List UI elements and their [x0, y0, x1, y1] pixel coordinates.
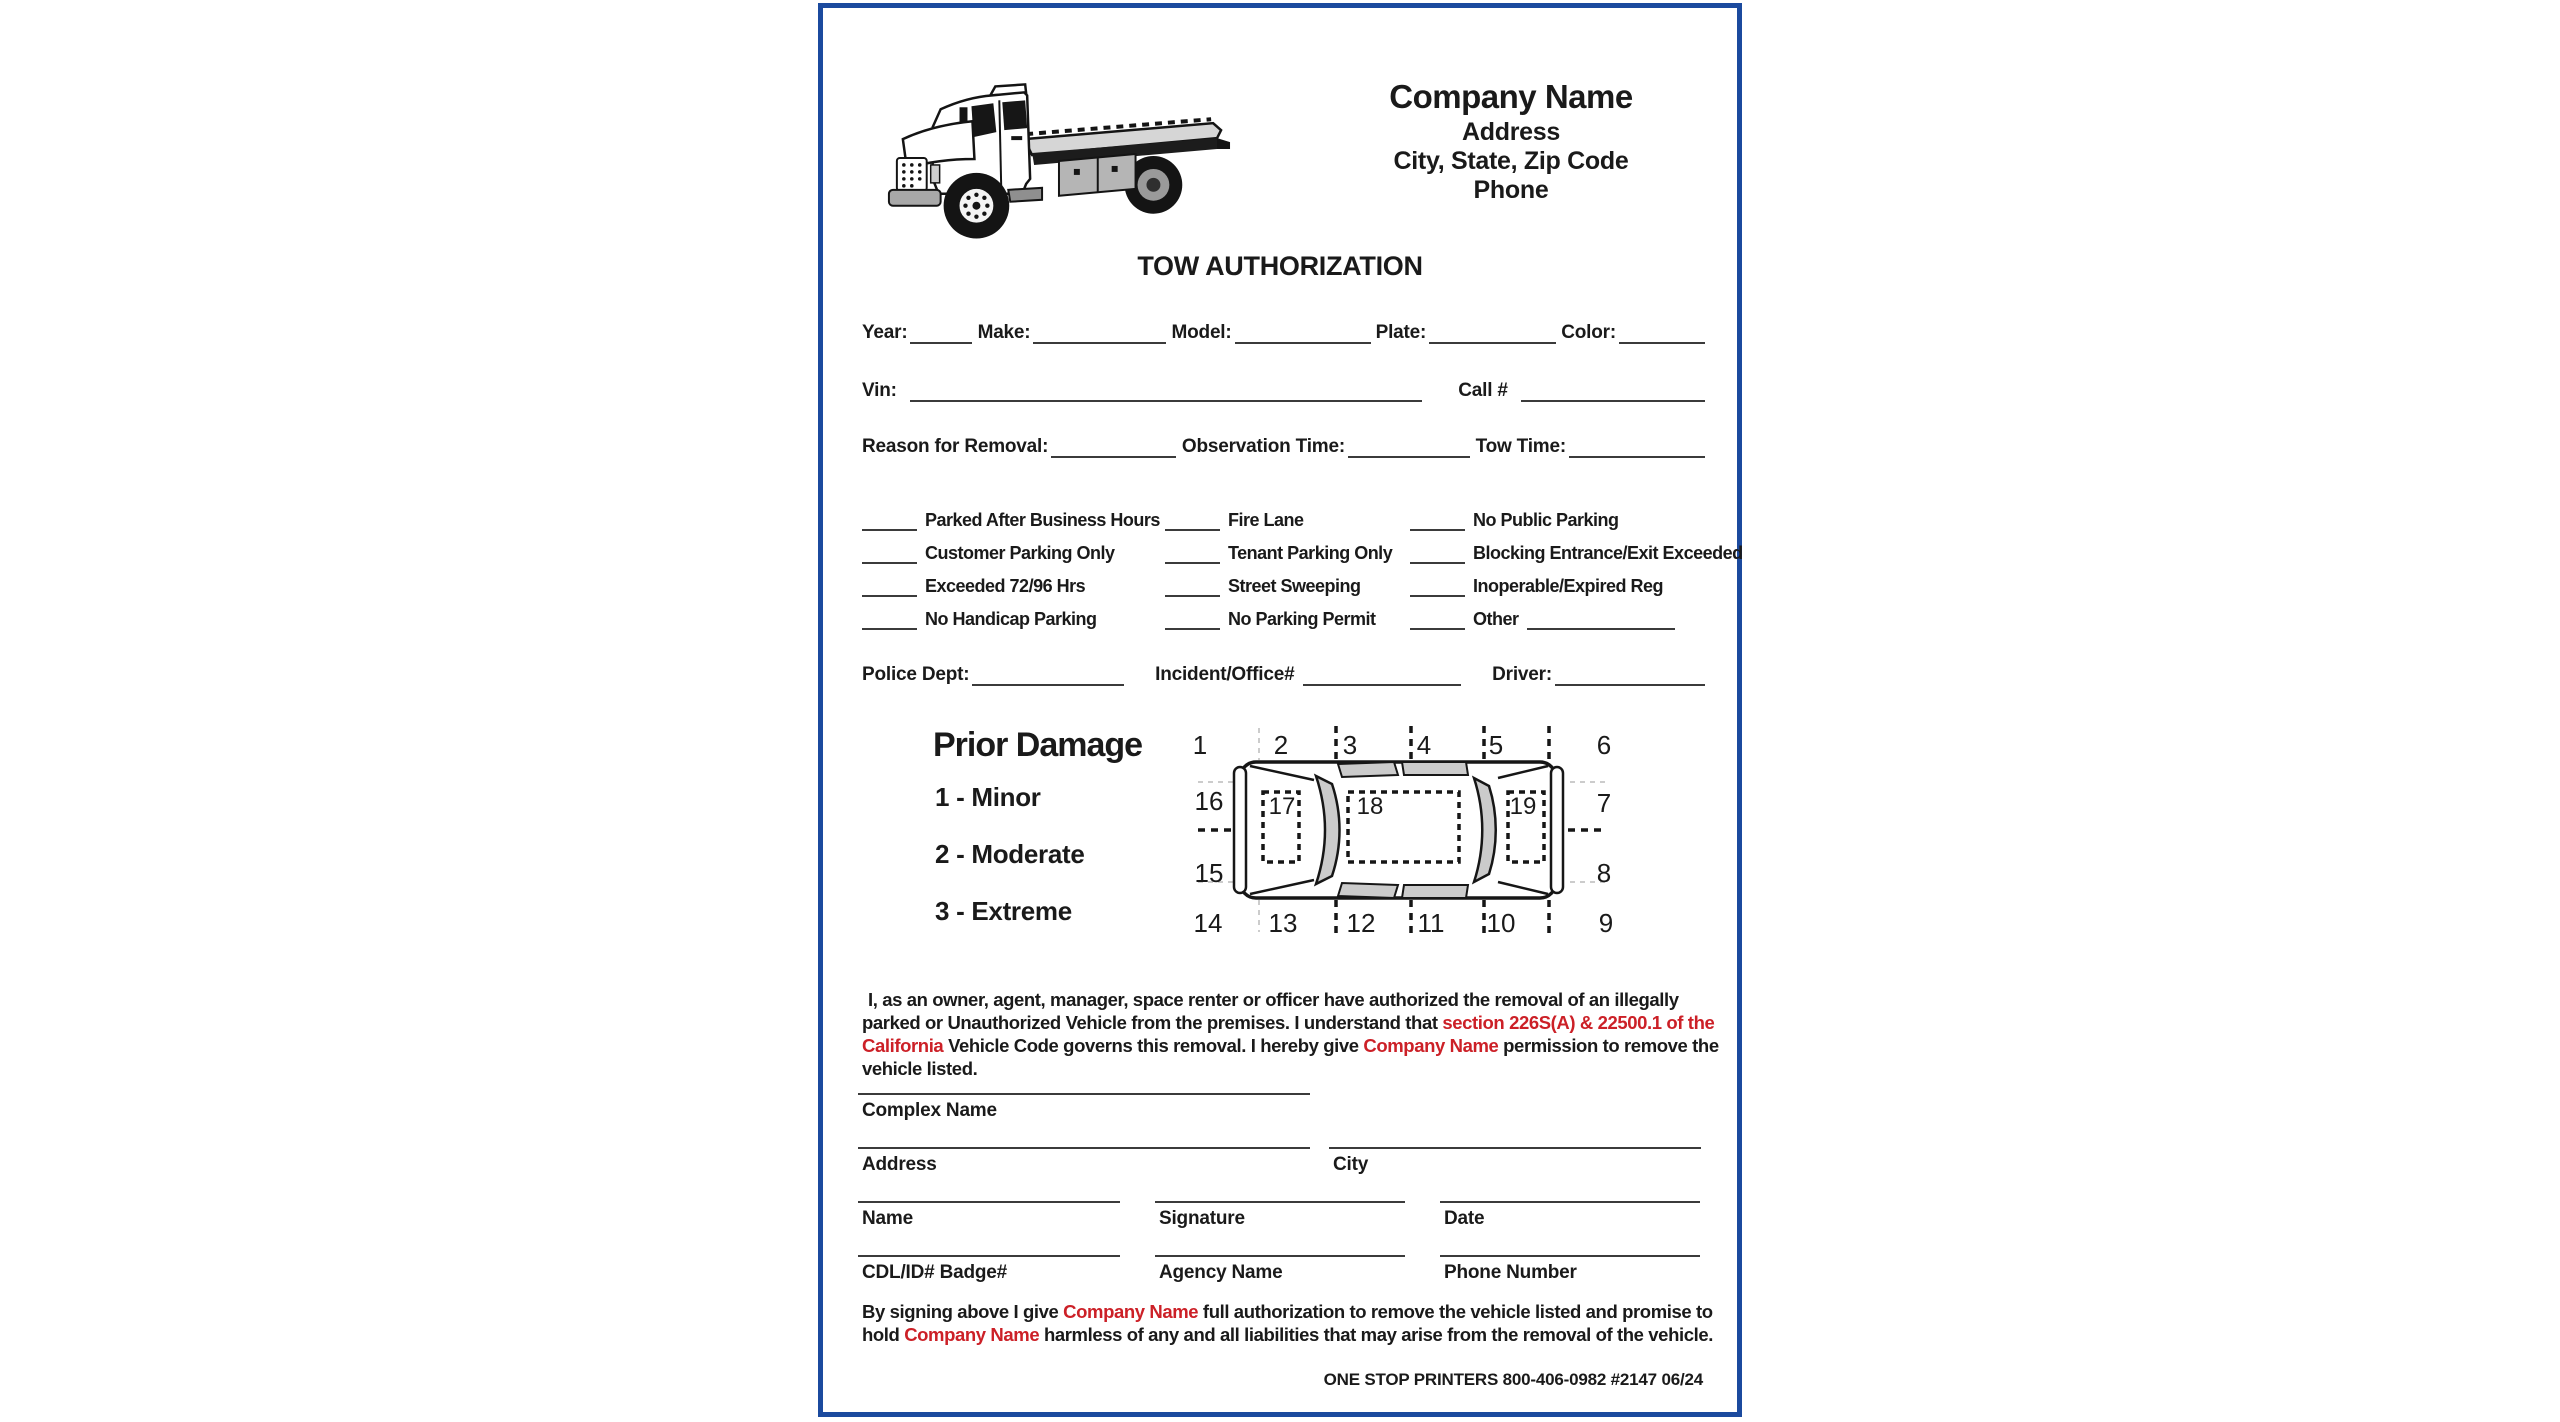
phone-number-label: Phone Number — [1444, 1262, 1577, 1283]
company-city-state-zip: City, State, Zip Code — [1393, 147, 1629, 175]
reason-label: Fire Lane — [1228, 510, 1304, 530]
tow-truck-illustration — [875, 60, 1233, 256]
damage-level-moderate: 2 - Moderate — [935, 839, 1085, 869]
reason-label: Other — [1473, 609, 1519, 629]
zone-number: 19 — [1509, 793, 1537, 820]
year-field[interactable] — [910, 327, 972, 344]
agency-name-label: Agency Name — [1159, 1262, 1283, 1283]
tow-time-field[interactable] — [1569, 441, 1705, 458]
release-text: By signing above I give — [862, 1301, 1064, 1322]
reason-blank[interactable] — [1410, 581, 1465, 597]
reason-blank[interactable] — [862, 581, 917, 597]
reason-label: Blocking Entrance/Exit Exceeded — [1473, 543, 1743, 563]
release-paragraph — [862, 1300, 1722, 1346]
zone-number: 18 — [1356, 793, 1384, 820]
date-field[interactable] — [1440, 1201, 1700, 1203]
reason-item — [862, 510, 1165, 531]
company-name-reference: Company Name — [904, 1324, 1040, 1345]
vehicle-code-citation: section 226S(A) & 22500.1 of the California — [862, 1012, 1715, 1056]
zone-number: 15 — [1194, 858, 1224, 888]
vin-field[interactable] — [910, 385, 1422, 402]
removal-reason-checklist — [862, 498, 1743, 630]
reason-label: Customer Parking Only — [925, 543, 1115, 563]
observation-time-field[interactable] — [1348, 441, 1470, 458]
reason-blank[interactable] — [1410, 548, 1465, 564]
city-field[interactable] — [1329, 1147, 1701, 1149]
signature-label: Signature — [1159, 1208, 1245, 1229]
rear-bumper — [1551, 767, 1563, 893]
zone-number: 12 — [1346, 908, 1376, 938]
incident-office-label: Incident/Office# — [1155, 664, 1295, 685]
release-text: full authorization to remove the vehicle listed and promise to hold — [862, 1301, 1713, 1345]
reason-item — [1165, 510, 1410, 531]
driver-field[interactable] — [1555, 669, 1705, 686]
vehicle-row-3 — [862, 436, 1705, 458]
damage-level-extreme: 3 - Extreme — [935, 896, 1072, 926]
company-address: Address — [1462, 118, 1560, 146]
reason-blank[interactable] — [1165, 614, 1220, 630]
zone-number: 16 — [1194, 786, 1224, 816]
authorization-paragraph — [862, 988, 1722, 1080]
reason-item — [1165, 609, 1410, 630]
zone-number: 9 — [1598, 908, 1614, 938]
zone-number: 14 — [1193, 908, 1223, 938]
prior-damage-title: Prior Damage — [933, 726, 1143, 764]
cdl-id-badge-label: CDL/ID# Badge# — [862, 1262, 1008, 1283]
company-name-reference: Company Name — [1363, 1035, 1499, 1056]
reason-item — [1165, 543, 1410, 564]
driver-label: Driver: — [1492, 664, 1552, 685]
make-field[interactable] — [1033, 327, 1166, 344]
call-number-field[interactable] — [1521, 385, 1705, 402]
zone-number: 2 — [1273, 730, 1289, 760]
authorization-text: permission to remove the vehicle listed. — [862, 1035, 1719, 1079]
reason-label: Tenant Parking Only — [1228, 543, 1393, 563]
address-label: Address — [862, 1154, 937, 1175]
zone-number: 7 — [1596, 788, 1612, 818]
zone-number: 3 — [1342, 730, 1358, 760]
reason-label: No Handicap Parking — [925, 609, 1097, 629]
color-field[interactable] — [1619, 327, 1705, 344]
plate-label: Plate: — [1375, 322, 1427, 343]
company-header — [1321, 76, 1701, 205]
zone-number: 13 — [1268, 908, 1298, 938]
reason-item — [1410, 543, 1743, 564]
reason-blank[interactable] — [1165, 548, 1220, 564]
authorization-text: I, as an owner, agent, manager, space renter or officer have authorized the removal of an illegally parked or Unauthorized Vehicle from the premises. I understand that — [862, 989, 1679, 1033]
authorization-text: Vehicle Code governs this removal. I hereby give — [943, 1035, 1364, 1056]
model-field[interactable] — [1235, 327, 1371, 344]
reason-field[interactable] — [1051, 441, 1176, 458]
zone-number: 1 — [1192, 730, 1208, 760]
observation-time-label: Observation Time: — [1181, 436, 1345, 457]
cdl-id-badge-field[interactable] — [858, 1255, 1120, 1257]
address-field[interactable] — [858, 1147, 1310, 1149]
reason-label: Inoperable/Expired Reg — [1473, 576, 1664, 596]
reason-item — [1410, 576, 1743, 597]
tow-time-label: Tow Time: — [1475, 436, 1566, 457]
color-label: Color: — [1561, 322, 1616, 343]
vehicle-row-1 — [862, 322, 1705, 344]
reason-blank[interactable] — [1410, 515, 1465, 531]
make-label: Make: — [977, 322, 1031, 343]
reason-blank[interactable] — [1410, 614, 1465, 630]
reason-blank[interactable] — [862, 548, 917, 564]
zone-number: 11 — [1417, 908, 1445, 938]
company-phone: Phone — [1473, 176, 1549, 204]
company-name: Company Name — [1389, 78, 1633, 115]
police-dept-label: Police Dept: — [862, 664, 970, 685]
zone-number: 8 — [1596, 858, 1612, 888]
car-body — [1240, 762, 1556, 898]
reason-item — [1410, 510, 1743, 531]
model-label: Model: — [1171, 322, 1232, 343]
signature-field[interactable] — [1155, 1201, 1405, 1203]
call-number-label: Call # — [1458, 380, 1508, 401]
incident-office-field[interactable] — [1303, 669, 1461, 686]
form-title: TOW AUTHORIZATION — [1137, 251, 1423, 281]
date-label: Date — [1444, 1208, 1485, 1229]
reason-blank[interactable] — [862, 614, 917, 630]
zone-number: 5 — [1488, 730, 1504, 760]
phone-number-field[interactable] — [1440, 1255, 1700, 1257]
zone-number: 4 — [1416, 730, 1432, 760]
zone-number: 10 — [1486, 908, 1516, 938]
police-row — [862, 664, 1705, 686]
reason-item — [862, 576, 1165, 597]
city-label: City — [1333, 1154, 1369, 1175]
complex-name-label: Complex Name — [862, 1100, 997, 1121]
other-field[interactable] — [1527, 614, 1675, 630]
damage-level-minor: 1 - Minor — [935, 782, 1041, 812]
reason-item — [1165, 576, 1410, 597]
police-dept-field[interactable] — [972, 669, 1124, 686]
reason-label: No Parking Permit — [1228, 609, 1376, 629]
name-field[interactable] — [858, 1201, 1120, 1203]
agency-name-field[interactable] — [1155, 1255, 1405, 1257]
zone-number: 6 — [1596, 730, 1612, 760]
front-bumper — [1234, 767, 1246, 893]
reason-label: Reason for Removal: — [862, 436, 1049, 457]
tow-authorization-form — [818, 3, 1742, 1417]
reason-item-other — [1410, 609, 1743, 630]
reason-blank[interactable] — [862, 515, 917, 531]
reason-blank[interactable] — [1165, 515, 1220, 531]
reason-label: Street Sweeping — [1228, 576, 1361, 596]
reason-item — [862, 609, 1165, 630]
year-label: Year: — [862, 322, 908, 343]
zone-number: 17 — [1268, 793, 1296, 820]
reason-blank[interactable] — [1165, 581, 1220, 597]
vin-label: Vin: — [862, 380, 897, 401]
reason-label: Exceeded 72/96 Hrs — [925, 576, 1086, 596]
complex-name-field[interactable] — [858, 1093, 1310, 1095]
vehicle-row-2 — [862, 380, 1705, 402]
reason-label: No Public Parking — [1473, 510, 1619, 530]
car-damage-diagram — [1186, 720, 1626, 940]
printer-info: ONE STOP PRINTERS 800-406-0982 #2147 06/24 — [1323, 1370, 1703, 1389]
reason-item — [862, 543, 1165, 564]
name-label: Name — [862, 1208, 913, 1229]
release-text: harmless of any and all liabilities that may arise from the removal of the vehicle. — [1039, 1324, 1713, 1345]
reason-label: Parked After Business Hours — [925, 510, 1160, 530]
plate-field[interactable] — [1429, 327, 1556, 344]
company-name-reference: Company Name — [1063, 1301, 1199, 1322]
